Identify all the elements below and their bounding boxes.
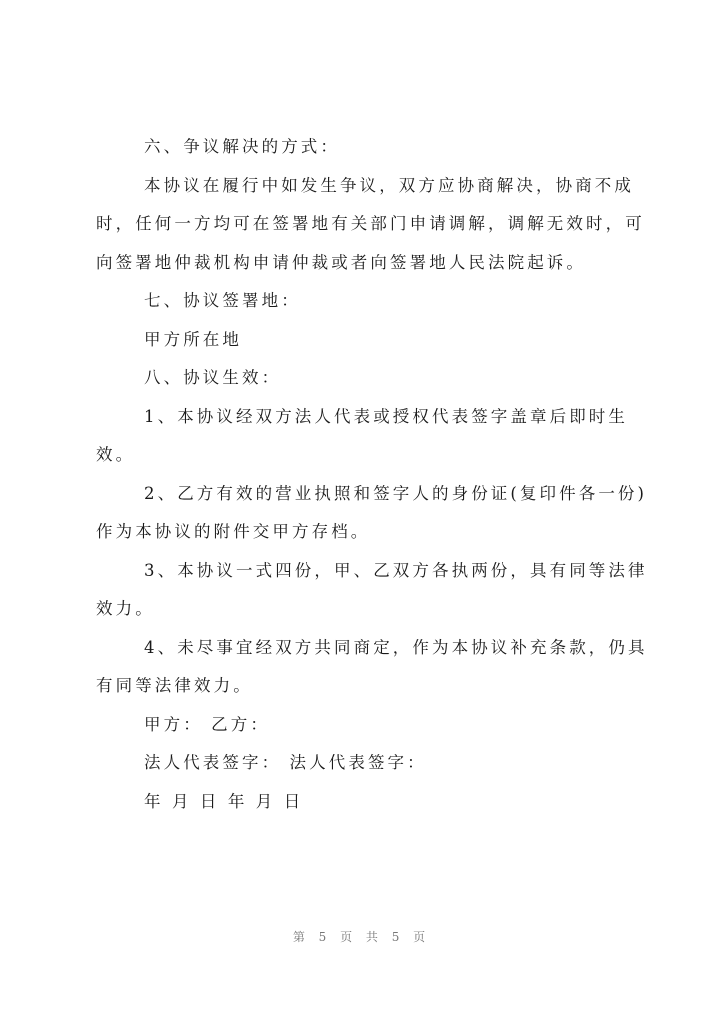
text-line: 法人代表签字： 法人代表签字： bbox=[144, 753, 427, 772]
text-line: 效。 bbox=[96, 445, 136, 464]
text-line: 六、争议解决的方式： bbox=[144, 137, 340, 156]
text-line: 本协议在履行中如发生争议，双方应协商解决，协商不成 bbox=[144, 175, 634, 195]
text-line: 时，任何一方均可在签署地有关部门申请调解，调解无效时，可 bbox=[96, 214, 645, 233]
text-line: 甲方： 乙方： bbox=[144, 714, 270, 734]
document-body bbox=[96, 128, 648, 821]
text-line: 八、协议生效： bbox=[144, 368, 282, 387]
text-line: 3、本协议一式四份，甲、乙双方各执两份，具有同等法律 bbox=[144, 560, 648, 580]
text-line: 2、乙方有效的营业执照和签字人的身份证(复印件各一份) bbox=[144, 483, 648, 503]
text-line: 效力。 bbox=[96, 599, 155, 618]
text-line: 4、未尽事宜经双方共同商定，作为本协议补充条款，仍具 bbox=[144, 637, 648, 657]
text-line: 向签署地仲裁机构申请仲裁或者向签署地人民法院起诉。 bbox=[96, 252, 586, 272]
text-line: 七、协议签署地： bbox=[144, 291, 301, 310]
text-line: 1、本协议经双方法人代表或授权代表签字盖章后即时生 bbox=[144, 406, 628, 426]
text-line: 有同等法律效力。 bbox=[96, 676, 253, 695]
text-line: 甲方所在地 bbox=[144, 329, 242, 349]
page-number-footer: 第 5 页 共 5 页 bbox=[292, 930, 428, 944]
text-line: 作为本协议的附件交甲方存档。 bbox=[96, 522, 371, 541]
text-line: 年 月 日 年 月 日 bbox=[144, 791, 304, 811]
